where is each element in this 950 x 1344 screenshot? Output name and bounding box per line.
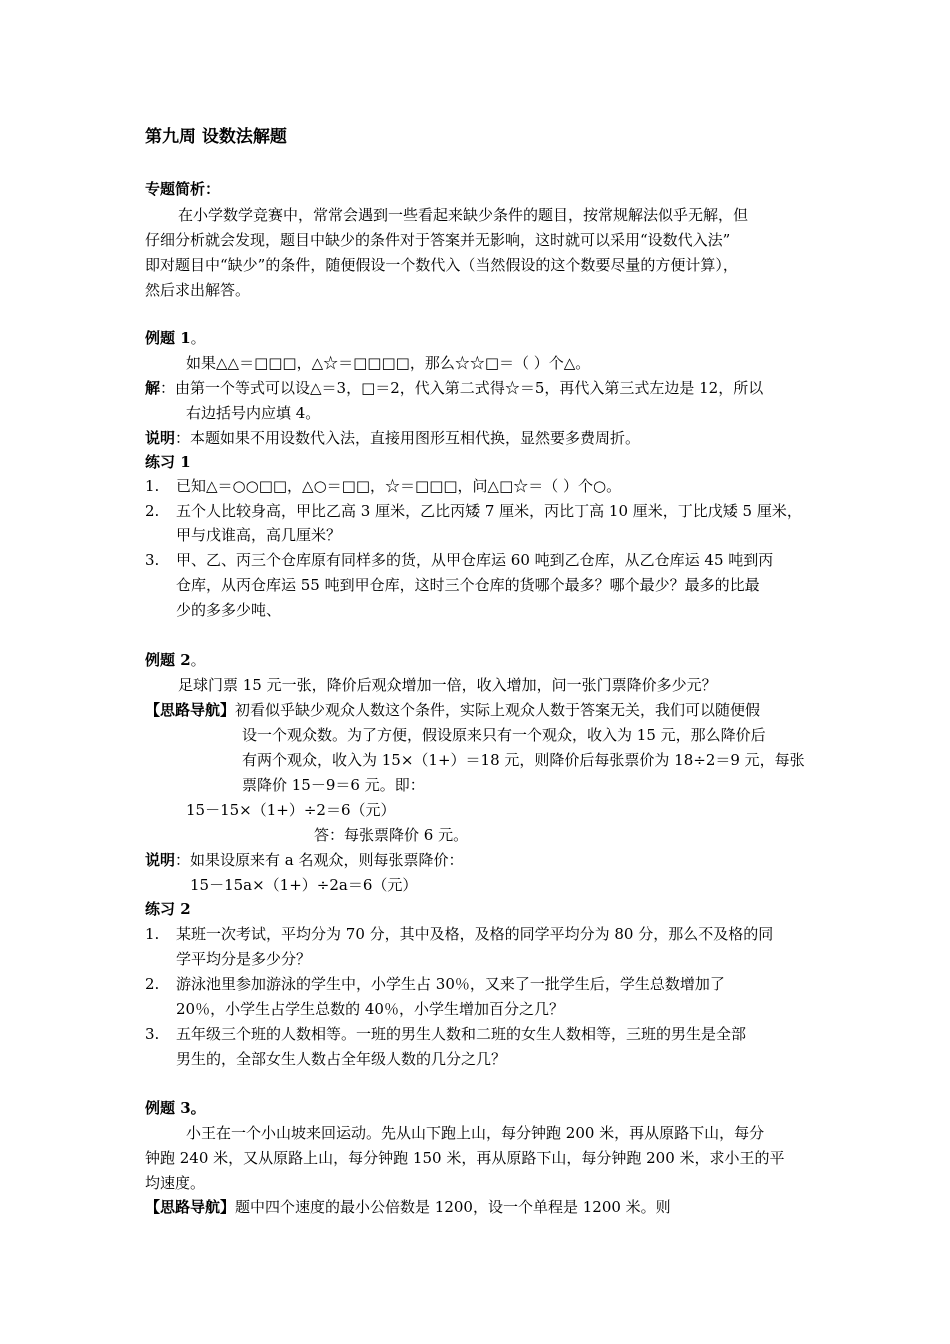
list-item: 五年级三个班的人数相等。一班的男生人数和二班的女生人数相等，三班的男生是全部 [176, 1025, 747, 1043]
list-item-cont: 男生的，全部女生人数占全年级人数的几分之几？ [176, 1050, 507, 1068]
example1-question: 如果△△＝□□□，△☆＝□□□□，那么☆☆□＝（ ）个△。 [186, 354, 591, 372]
list-item: 某班一次考试，平均分为 70 分，其中及格，及格的同学平均分为 80 分，那么不及格的同 [176, 925, 774, 943]
list-number: 3. [145, 1025, 160, 1043]
page-title: 第九周 设数法解题 [145, 127, 287, 147]
overview-line: 仔细分析就会发现，题目中缺少的条件对于答案并无影响，这时就可以采用“设数代入法” [145, 231, 731, 249]
example1-note: 说明：本题如果不用设数代入法，直接用图形互相代换，显然要多费周折。 [145, 429, 641, 447]
example3-line: 小王在一个小山坡来回运动。先从山下跑上山，每分钟跑 200 米，再从原路下山，每分 [186, 1124, 765, 1142]
example1-heading: 例题 1。 [145, 329, 206, 347]
practice2-heading: 练习 2 [145, 900, 191, 918]
example1-solution: 解：由第一个等式可以设△＝3，□＝2，代入第二式得☆＝5，再代入第三式左边是 12，所以 [145, 379, 764, 397]
overview-line: 然后求出解答。 [145, 281, 251, 299]
overview-line: 即对题目中“缺少”的条件，随便假设一个数代入（当然假设的这个数要尽量的方便计算）， [145, 256, 738, 274]
example3-guide: 【思路导航】题中四个速度的最小公倍数是 1200，设一个单程是 1200 米。则 [145, 1198, 671, 1216]
practice1-heading: 练习 1 [145, 453, 191, 471]
example3-line: 均速度。 [145, 1174, 206, 1192]
overview-line: 在小学数学竞赛中，常常会遇到一些看起来缺少条件的题目，按常规解法似乎无解，但 [178, 206, 749, 224]
list-item: 五个人比较身高，甲比乙高 3 厘米，乙比丙矮 7 厘米，丙比丁高 10 厘米，丁比戊矮 5 厘米， [176, 502, 802, 520]
example2-guide-cont: 设一个观众数。为了方便，假设原来只有一个观众，收入为 15 元，那么降价后 [242, 726, 766, 744]
list-number: 2. [145, 975, 160, 993]
list-item: 已知△＝○○□□，△○＝□□，☆＝□□□，问△□☆＝（ ）个○。 [176, 477, 622, 495]
example1-solution-cont: 右边括号内应填 4。 [186, 404, 321, 422]
overview-heading: 专题简析： [145, 180, 221, 198]
list-item-cont: 少的多多少吨、 [176, 601, 282, 619]
example3-heading: 例题 3。 [145, 1099, 206, 1117]
list-item-cont: 甲与戊谁高，高几厘米？ [176, 526, 342, 544]
example2-answer: 答：每张票降价 6 元。 [314, 826, 469, 844]
list-item-cont: 20％，小学生占学生总数的 40％，小学生增加百分之几？ [176, 1000, 564, 1018]
list-number: 1. [145, 925, 160, 943]
list-number: 1. [145, 477, 160, 495]
list-number: 3. [145, 551, 160, 569]
example2-note: 说明：如果设原来有 a 名观众，则每张票降价： [145, 851, 464, 869]
example2-heading: 例题 2。 [145, 651, 206, 669]
list-number: 2. [145, 502, 160, 520]
list-item: 甲、乙、丙三个仓库原有同样多的货，从甲仓库运 60 吨到乙仓库，从乙仓库运 45 吨到丙 [176, 551, 774, 569]
example3-line: 钟跑 240 米，又从原路上山，每分钟跑 150 米，再从原路下山，每分钟跑 200 米，求小王的平 [145, 1149, 785, 1167]
example2-note-formula: 15－15a×（1+）÷2a＝6（元） [190, 876, 418, 894]
example2-guide-cont: 有两个观众，收入为 15×（1+）＝18 元，则降价后每张票价为 18÷2＝9 元，每张 [242, 751, 805, 769]
list-item-cont: 仓库，从丙仓库运 55 吨到甲仓库，这时三个仓库的货哪个最多？哪个最少？最多的比最 [176, 576, 760, 594]
list-item: 游泳池里参加游泳的学生中，小学生占 30％，又来了一批学生后，学生总数增加了 [176, 975, 725, 993]
list-item-cont: 学平均分是多少分？ [176, 950, 312, 968]
example2-guide: 【思路导航】初看似乎缺少观众人数这个条件，实际上观众人数于答案无关，我们可以随便假 [145, 701, 761, 719]
example2-guide-cont: 票降价 15－9＝6 元。即： [242, 776, 425, 794]
example2-question: 足球门票 15 元一张，降价后观众增加一倍，收入增加，问一张门票降价多少元？ [178, 676, 717, 694]
example2-formula: 15－15×（1+）÷2＝6（元） [186, 801, 396, 819]
